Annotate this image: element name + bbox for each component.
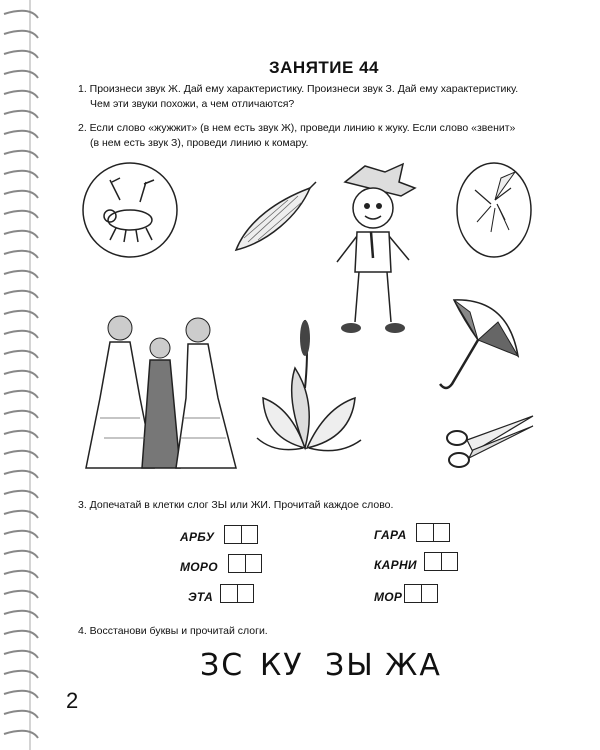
answer-cells-left-2[interactable] — [228, 554, 262, 573]
syllable-1: ЗС — [200, 648, 245, 683]
word-left-3: ЭТА — [188, 590, 214, 604]
word-right-2: КАРНИ — [374, 558, 417, 572]
word-right-1: ГАРА — [374, 528, 407, 542]
word-left-1: АРБУ — [180, 530, 215, 544]
task-1-line-1: 1. Произнеси звук Ж. Дай ему характеристику. Произнеси звук З. Дай ему характеристику. — [78, 83, 519, 95]
syllable-3: ЗЫ — [325, 648, 375, 683]
lesson-title: ЗАНЯТИЕ 44 — [269, 58, 379, 77]
spiral-binding-icon — [0, 0, 48, 750]
task-2 — [78, 121, 573, 151]
answer-cells-right-1[interactable] — [416, 523, 450, 542]
task-1-line-2: Чем эти звуки похожи, а чем отличаются? — [90, 98, 295, 110]
task-3: 3. Допечатай в клетки слог ЗЫ или ЖИ. Прочитай каждое слово. — [78, 499, 394, 511]
plantain-icon[interactable] — [255, 318, 365, 460]
beetle-icon[interactable] — [80, 160, 180, 260]
scissors-icon[interactable] — [443, 412, 535, 472]
answer-cells-right-2[interactable] — [424, 552, 458, 571]
task-2-line-2: (в нем есть звук З), проведи линию к комару. — [90, 137, 309, 149]
answer-cells-left-1[interactable] — [224, 525, 258, 544]
task-2-line-1: 2. Если слово «жужжит» (в нем есть звук Ж), проведи линию к жуку. Если слово «звенит» — [78, 122, 516, 134]
mosquito-icon[interactable] — [455, 160, 533, 260]
ladies-icon[interactable] — [80, 308, 240, 478]
word-left-2: МОРО — [180, 560, 218, 574]
task-4: 4. Восстанови буквы и прочитай слоги. — [78, 625, 268, 637]
task-1 — [78, 82, 573, 112]
cucumber-icon[interactable] — [228, 180, 320, 260]
answer-cells-right-3[interactable] — [404, 584, 438, 603]
syllable-2: КУ — [260, 648, 304, 683]
answer-cells-left-3[interactable] — [220, 584, 254, 603]
syllable-4: ЖА — [385, 648, 442, 683]
umbrella-icon[interactable] — [432, 296, 522, 396]
boy-icon[interactable] — [325, 162, 425, 342]
word-right-3: МОР — [374, 590, 403, 604]
page-number: 2 — [66, 688, 79, 713]
